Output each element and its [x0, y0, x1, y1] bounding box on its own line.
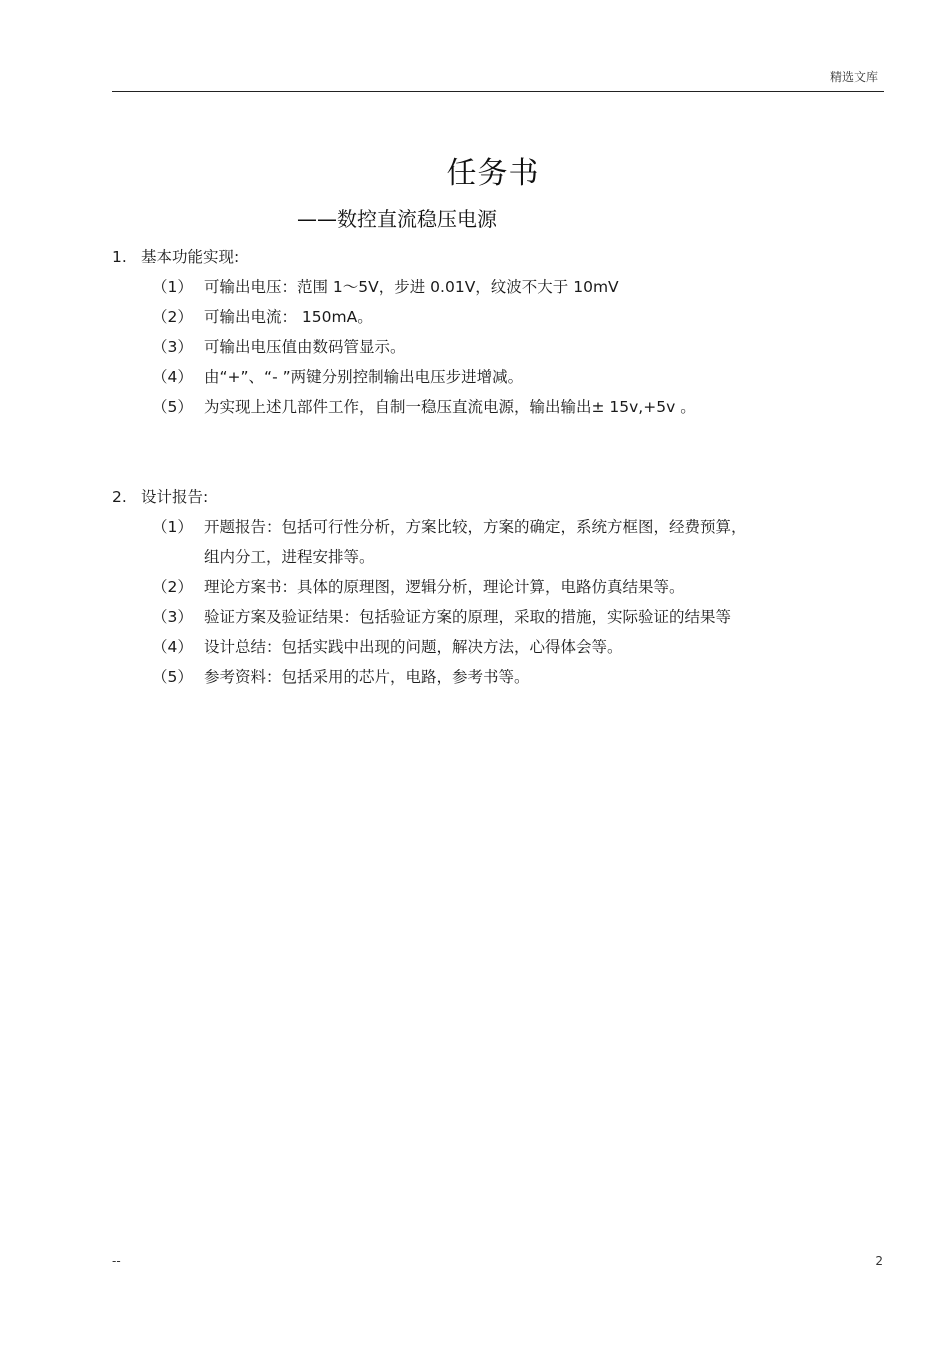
- item-text: 为实现上述几部件工作，自制一稳压直流电源，输出输出± 15v,+5v 。: [204, 398, 696, 416]
- list-item: [112, 302, 852, 332]
- list-item: [112, 572, 852, 602]
- section-heading: [112, 242, 852, 272]
- list-item: [112, 362, 852, 392]
- item-number: （1）: [152, 278, 193, 296]
- list-item: [112, 602, 852, 632]
- footer-marker: --: [112, 1254, 121, 1268]
- item-text: 理论方案书：具体的原理图，逻辑分析，理论计算，电路仿真结果等。: [204, 578, 685, 596]
- item-text: 可输出电压：范围 1～5V，步进 0.01V，纹波不大于 10mV: [204, 278, 619, 296]
- list-item: [112, 662, 852, 692]
- section-number: 2.: [112, 488, 127, 506]
- section-title: 基本功能实现:: [141, 248, 240, 266]
- item-text: 开题报告：包括可行性分析，方案比较，方案的确定，系统方框图，经费预算，: [204, 518, 747, 536]
- item-text: 设计总结：包括实践中出现的问题，解决方法，心得体会等。: [204, 638, 623, 656]
- section-title: 设计报告:: [141, 488, 209, 506]
- section-heading: [112, 482, 852, 512]
- page-subtitle: ——数控直流稳压电源: [297, 207, 497, 231]
- section-design-report: [112, 482, 852, 692]
- item-text: 可输出电流： 150mA。: [204, 308, 373, 326]
- item-number: （1）: [152, 518, 193, 536]
- list-item: [112, 512, 852, 572]
- item-text: 可输出电压值由数码管显示。: [204, 338, 406, 356]
- item-number: （5）: [152, 398, 193, 416]
- list-item: [112, 632, 852, 662]
- list-item: [112, 272, 852, 302]
- page-number: 2: [875, 1254, 883, 1268]
- item-number: （5）: [152, 668, 193, 686]
- item-number: （2）: [152, 578, 193, 596]
- item-text: 验证方案及验证结果：包括验证方案的原理，采取的措施，实际验证的结果等: [204, 608, 732, 626]
- item-text: 参考资料：包括采用的芯片，电路，参考书等。: [204, 668, 530, 686]
- header-label: 精选文库: [829, 70, 878, 84]
- section-basic-functions: [112, 242, 852, 422]
- item-number: （4）: [152, 638, 193, 656]
- header-rule: [112, 91, 884, 92]
- item-number: （2）: [152, 308, 193, 326]
- item-number: （3）: [152, 608, 193, 626]
- page-title: 任务书: [446, 156, 540, 191]
- item-text: 由“+”、“- ”两键分别控制输出电压步进增减。: [204, 368, 524, 386]
- item-number: （3）: [152, 338, 193, 356]
- section-number: 1.: [112, 248, 127, 266]
- item-number: （4）: [152, 368, 193, 386]
- item-text-continuation: 组内分工，进程安排等。: [204, 548, 375, 566]
- list-item: [112, 392, 852, 422]
- list-item: [112, 332, 852, 362]
